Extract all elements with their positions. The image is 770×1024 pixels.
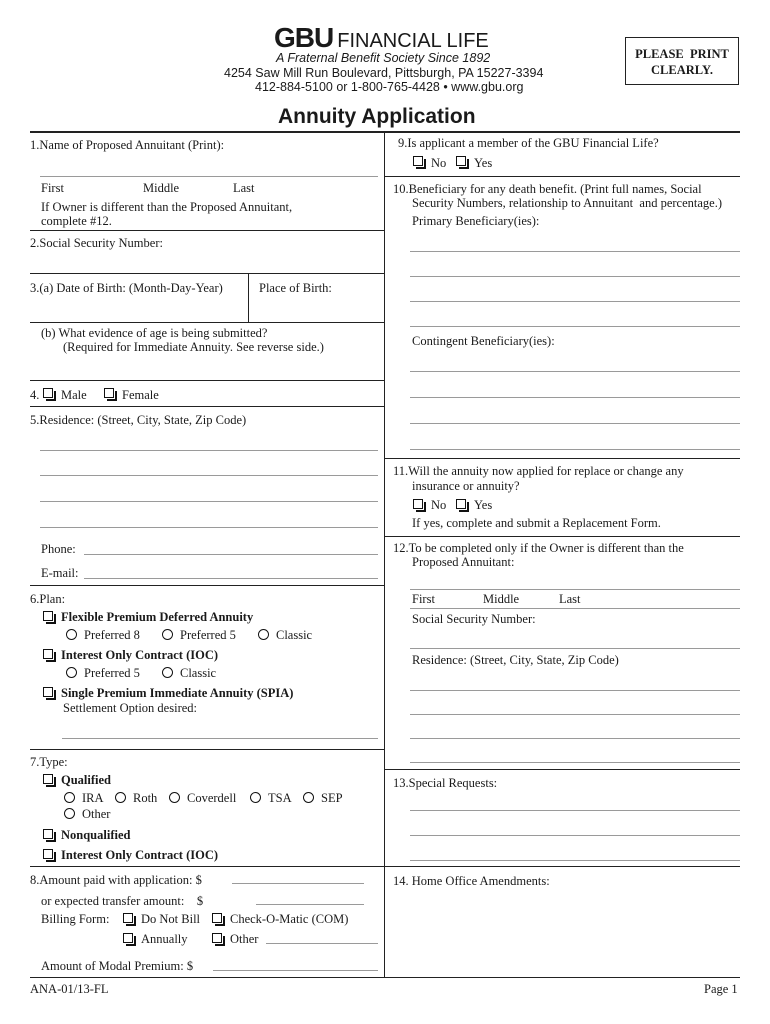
q12-middle-caption: Middle [483, 592, 520, 606]
residence-line-1[interactable] [40, 450, 378, 451]
company-contact: 412-884-5100 or 1-800-765-4428 • www.gbu.org [255, 80, 524, 94]
primary-beneficiary-line-4[interactable] [410, 326, 740, 327]
transfer-amount-field[interactable] [256, 904, 364, 905]
q11-label-1: 11.Will the annuity now applied for replace or change any [393, 464, 684, 478]
q4-label: 4. [30, 388, 40, 402]
divider-5-6 [30, 585, 384, 586]
q12-name-field[interactable] [410, 589, 740, 590]
logo-text: FINANCIAL LIFE [337, 30, 489, 52]
q1-middle-caption: Middle [143, 181, 180, 195]
divider-9-10 [384, 176, 740, 177]
do-not-bill-checkbox[interactable] [123, 913, 133, 923]
q8-label: 8.Amount paid with application: $ [30, 873, 202, 887]
modal-premium-field[interactable] [213, 970, 378, 971]
q3a-place-field[interactable] [256, 298, 380, 320]
special-requests-line-2[interactable] [410, 835, 740, 836]
contingent-beneficiary-line-3[interactable] [410, 423, 740, 424]
q12-last-caption: Last [559, 592, 581, 606]
q12-label-2: Proposed Annuitant: [412, 555, 515, 569]
q11-no-checkbox[interactable] [413, 499, 423, 509]
divider-3-4 [30, 380, 384, 381]
q3b-note: (Required for Immediate Annuity. See reverse side.) [63, 340, 324, 354]
check-o-matic-checkbox[interactable] [212, 913, 222, 923]
q14-label: 14. Home Office Amendments: [393, 874, 550, 888]
settlement-field[interactable] [62, 738, 378, 739]
q12-name-caption-underline [410, 608, 740, 609]
q3b-label: (b) What evidence of age is being submitted? [41, 326, 268, 340]
nonqualified-checkbox[interactable] [43, 829, 53, 839]
other-type-radio[interactable] [64, 808, 75, 819]
coverdell-label: Coverdell [187, 791, 237, 805]
divider-4-5 [30, 406, 384, 407]
q9-no-checkbox[interactable] [413, 156, 423, 166]
q11-label-2: insurance or annuity? [412, 479, 520, 493]
amount-paid-field[interactable] [232, 883, 364, 884]
residence-line-3[interactable] [40, 501, 378, 502]
sep-label: SEP [321, 791, 343, 805]
ioc-preferred5-radio[interactable] [66, 667, 77, 678]
email-field[interactable] [84, 578, 378, 579]
q9-label: 9.Is applicant a member of the GBU Financial Life? [398, 136, 659, 150]
roth-radio[interactable] [115, 792, 126, 803]
preferred5-label: Preferred 5 [180, 628, 236, 642]
transfer-label: or expected transfer amount: $ [41, 894, 204, 908]
q1-name-field[interactable] [40, 176, 378, 177]
q3a-place-label: Place of Birth: [259, 281, 332, 295]
ioc-type-label: Interest Only Contract (IOC) [61, 848, 219, 862]
q6-label: 6.Plan: [30, 592, 66, 606]
primary-beneficiary-line-2[interactable] [410, 276, 740, 277]
preferred5-radio[interactable] [162, 629, 173, 640]
page-number: Page 1 [704, 982, 738, 996]
q12-residence-line-4[interactable] [410, 762, 740, 763]
ioc-plan-label: Interest Only Contract (IOC) [61, 648, 219, 662]
divider-3a-3b [30, 322, 384, 323]
q1-owner-note-2: complete #12. [41, 214, 112, 228]
other-billing-label: Other [230, 932, 259, 946]
q2-ssn-field[interactable] [190, 234, 380, 270]
ioc-plan-checkbox[interactable] [43, 649, 53, 659]
check-o-matic-label: Check-O-Matic (COM) [230, 912, 349, 926]
other-billing-field[interactable] [266, 943, 378, 944]
ioc-classic-radio[interactable] [162, 667, 173, 678]
special-requests-line-1[interactable] [410, 810, 740, 811]
q1-label: 1.Name of Proposed Annuitant (Print): [30, 138, 225, 152]
annually-label: Annually [141, 932, 188, 946]
divider-1-2 [30, 230, 384, 231]
company-logo [274, 22, 489, 54]
home-office-amendments-area [392, 892, 736, 972]
residence-line-4[interactable] [40, 527, 378, 528]
form-top-border [30, 131, 740, 133]
primary-beneficiary-label: Primary Beneficiary(ies): [412, 214, 540, 228]
q7-label: 7.Type: [30, 755, 68, 769]
q13-label: 13.Special Requests: [393, 776, 498, 790]
sep-radio[interactable] [303, 792, 314, 803]
billing-form-label: Billing Form: [41, 912, 110, 926]
q12-residence-line-2[interactable] [410, 714, 740, 715]
primary-beneficiary-line-3[interactable] [410, 301, 740, 302]
female-label: Female [122, 388, 159, 402]
company-address: 4254 Saw Mill Run Boulevard, Pittsburgh, PA 15227-3394 [224, 66, 544, 80]
q12-residence-line-1[interactable] [410, 690, 740, 691]
contingent-beneficiary-line-4[interactable] [410, 449, 740, 450]
ira-label: IRA [82, 791, 104, 805]
divider-2-3 [30, 273, 384, 274]
male-label: Male [61, 388, 87, 402]
spia-label: Single Premium Immediate Annuity (SPIA) [61, 686, 294, 700]
divider-7-8 [30, 866, 384, 867]
q12-residence-line-3[interactable] [410, 738, 740, 739]
preferred8-label: Preferred 8 [84, 628, 140, 642]
q10-label-2: Security Numbers, relationship to Annuitant and percentage.) [412, 196, 722, 210]
settlement-label: Settlement Option desired: [63, 701, 198, 715]
q12-first-caption: First [412, 592, 435, 606]
q3b-evidence-field[interactable] [40, 356, 378, 378]
q12-ssn-field[interactable] [410, 648, 740, 649]
q1-first-caption: First [41, 181, 64, 195]
divider-10-11 [384, 458, 740, 459]
coverdell-radio[interactable] [169, 792, 180, 803]
ioc-type-checkbox[interactable] [43, 849, 53, 859]
q1-last-caption: Last [233, 181, 255, 195]
fpda-checkbox[interactable] [43, 611, 53, 621]
classic-radio[interactable] [258, 629, 269, 640]
divider-6-7 [30, 749, 384, 750]
tsa-label: TSA [268, 791, 292, 805]
q9-no-label: No [431, 156, 447, 170]
q11-yes-checkbox[interactable] [456, 499, 466, 509]
q3a-label: 3.(a) Date of Birth: (Month-Day-Year) [30, 281, 223, 295]
print-notice-line1: PLEASE PRINT [635, 47, 729, 61]
q11-yes-label: Yes [474, 498, 493, 512]
roth-label: Roth [133, 791, 158, 805]
contingent-beneficiary-line-2[interactable] [410, 397, 740, 398]
phone-label: Phone: [41, 542, 76, 556]
email-label: E-mail: [41, 566, 79, 580]
q9-yes-label: Yes [474, 156, 493, 170]
ioc-preferred5-label: Preferred 5 [84, 666, 140, 680]
spia-checkbox[interactable] [43, 687, 53, 697]
q5-label: 5.Residence: (Street, City, State, Zip Code) [30, 413, 247, 427]
modal-premium-label: Amount of Modal Premium: $ [41, 959, 194, 973]
q2-label: 2.Social Security Number: [30, 236, 163, 250]
q12-ssn-label: Social Security Number: [412, 612, 536, 626]
annually-checkbox[interactable] [123, 933, 133, 943]
preferred8-radio[interactable] [66, 629, 77, 640]
residence-line-2[interactable] [40, 475, 378, 476]
q12-residence-label: Residence: (Street, City, State, Zip Code) [412, 653, 619, 667]
contingent-beneficiary-line-1[interactable] [410, 371, 740, 372]
qualified-checkbox[interactable] [43, 774, 53, 784]
q11-replacement-note: If yes, complete and submit a Replacement Form. [412, 516, 661, 530]
special-requests-line-3[interactable] [410, 860, 740, 861]
primary-beneficiary-line-1[interactable] [410, 251, 740, 252]
q1-owner-note-1: If Owner is different than the Proposed Annuitant, [41, 200, 293, 214]
other-billing-checkbox[interactable] [212, 933, 222, 943]
form-code: ANA-01/13-FL [30, 982, 109, 996]
ioc-classic-label: Classic [180, 666, 217, 680]
center-divider [384, 131, 385, 977]
form-bottom-border [30, 977, 740, 978]
q3a-dob-field[interactable] [40, 298, 244, 320]
divider-13-14 [384, 866, 740, 867]
do-not-bill-label: Do Not Bill [141, 912, 201, 926]
divider-12-13 [384, 769, 740, 770]
female-checkbox[interactable] [104, 388, 114, 398]
tsa-radio[interactable] [250, 792, 261, 803]
print-clearly-box [625, 37, 739, 85]
print-notice-line2: CLEARLY. [651, 63, 713, 77]
q10-label-1: 10.Beneficiary for any death benefit. (Print full names, Social [393, 182, 702, 196]
ira-radio[interactable] [64, 792, 75, 803]
qualified-label: Qualified [61, 773, 112, 787]
contingent-beneficiary-label: Contingent Beneficiary(ies): [412, 334, 555, 348]
divider-dob-place [248, 273, 249, 322]
nonqualified-label: Nonqualified [61, 828, 131, 842]
company-tagline: A Fraternal Benefit Society Since 1892 [276, 51, 491, 65]
divider-11-12 [384, 536, 740, 537]
male-checkbox[interactable] [43, 388, 53, 398]
form-title: Annuity Application [278, 105, 476, 128]
q9-yes-checkbox[interactable] [456, 156, 466, 166]
logo-bold: GBU [274, 22, 334, 53]
phone-field[interactable] [84, 554, 378, 555]
fpda-label: Flexible Premium Deferred Annuity [61, 610, 254, 624]
q12-label-1: 12.To be completed only if the Owner is different than the [393, 541, 684, 555]
other-type-label: Other [82, 807, 111, 821]
classic-label: Classic [276, 628, 313, 642]
q11-no-label: No [431, 498, 447, 512]
